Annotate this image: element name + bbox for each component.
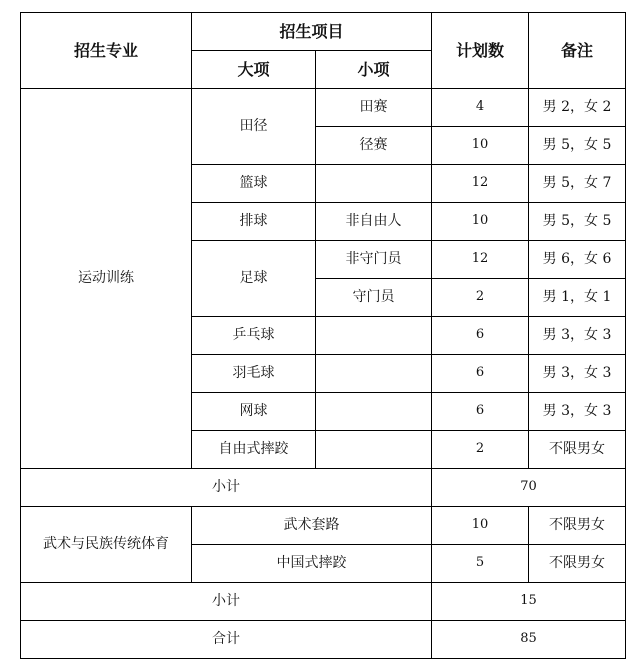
sub-cell: 径赛: [316, 127, 432, 165]
header-major: 招生专业: [21, 13, 192, 89]
note-cell: 男 3，女 3: [529, 317, 626, 355]
category-cell: 自由式摔跤: [192, 431, 316, 469]
plan-cell: 6: [432, 393, 529, 431]
plan-cell: 6: [432, 317, 529, 355]
header-subcategory: 小项: [316, 51, 432, 89]
header-plan: 计划数: [432, 13, 529, 89]
major-cell: 武术与民族传统体育: [21, 507, 192, 583]
header-note: 备注: [529, 13, 626, 89]
note-cell: 男 3，女 3: [529, 393, 626, 431]
category-cell: 中国式摔跤: [192, 545, 432, 583]
plan-cell: 4: [432, 89, 529, 127]
plan-cell: 6: [432, 355, 529, 393]
plan-cell: 5: [432, 545, 529, 583]
category-cell: 田径: [192, 89, 316, 165]
plan-cell: 10: [432, 507, 529, 545]
note-cell: 男 1，女 1: [529, 279, 626, 317]
note-cell: 男 6，女 6: [529, 241, 626, 279]
note-cell: 男 3，女 3: [529, 355, 626, 393]
note-cell: 不限男女: [529, 507, 626, 545]
sub-cell: [316, 165, 432, 203]
sub-cell: 非守门员: [316, 241, 432, 279]
sub-cell: [316, 355, 432, 393]
header-project: 招生项目: [192, 13, 432, 51]
enrollment-plan-table: [20, 12, 626, 659]
plan-cell: 2: [432, 279, 529, 317]
category-cell: 排球: [192, 203, 316, 241]
plan-cell: 12: [432, 241, 529, 279]
total-label: 合计: [21, 621, 432, 659]
plan-cell: 10: [432, 203, 529, 241]
sub-cell: [316, 317, 432, 355]
category-cell: 足球: [192, 241, 316, 317]
category-cell: 篮球: [192, 165, 316, 203]
note-cell: 男 5，女 5: [529, 203, 626, 241]
note-cell: 男 5，女 5: [529, 127, 626, 165]
sub-cell: [316, 431, 432, 469]
plan-cell: 12: [432, 165, 529, 203]
subtotal-label: 小计: [21, 583, 432, 621]
note-cell: 男 5，女 7: [529, 165, 626, 203]
subtotal-value: 70: [432, 469, 626, 507]
note-cell: 男 2，女 2: [529, 89, 626, 127]
header-row-1: [21, 13, 626, 51]
subtotal-row: [21, 583, 626, 621]
note-cell: 不限男女: [529, 545, 626, 583]
major-cell: 运动训练: [21, 89, 192, 469]
sub-cell: 非自由人: [316, 203, 432, 241]
category-cell: 网球: [192, 393, 316, 431]
sub-cell: [316, 393, 432, 431]
total-value: 85: [432, 621, 626, 659]
subtotal-value: 15: [432, 583, 626, 621]
note-cell: 不限男女: [529, 431, 626, 469]
sub-cell: 守门员: [316, 279, 432, 317]
sub-cell: 田赛: [316, 89, 432, 127]
plan-cell: 10: [432, 127, 529, 165]
subtotal-row: [21, 469, 626, 507]
table-row: [21, 89, 626, 127]
header-category: 大项: [192, 51, 316, 89]
total-row: [21, 621, 626, 659]
category-cell: 武术套路: [192, 507, 432, 545]
plan-cell: 2: [432, 431, 529, 469]
category-cell: 羽毛球: [192, 355, 316, 393]
table-row: [21, 507, 626, 545]
category-cell: 乒乓球: [192, 317, 316, 355]
subtotal-label: 小计: [21, 469, 432, 507]
